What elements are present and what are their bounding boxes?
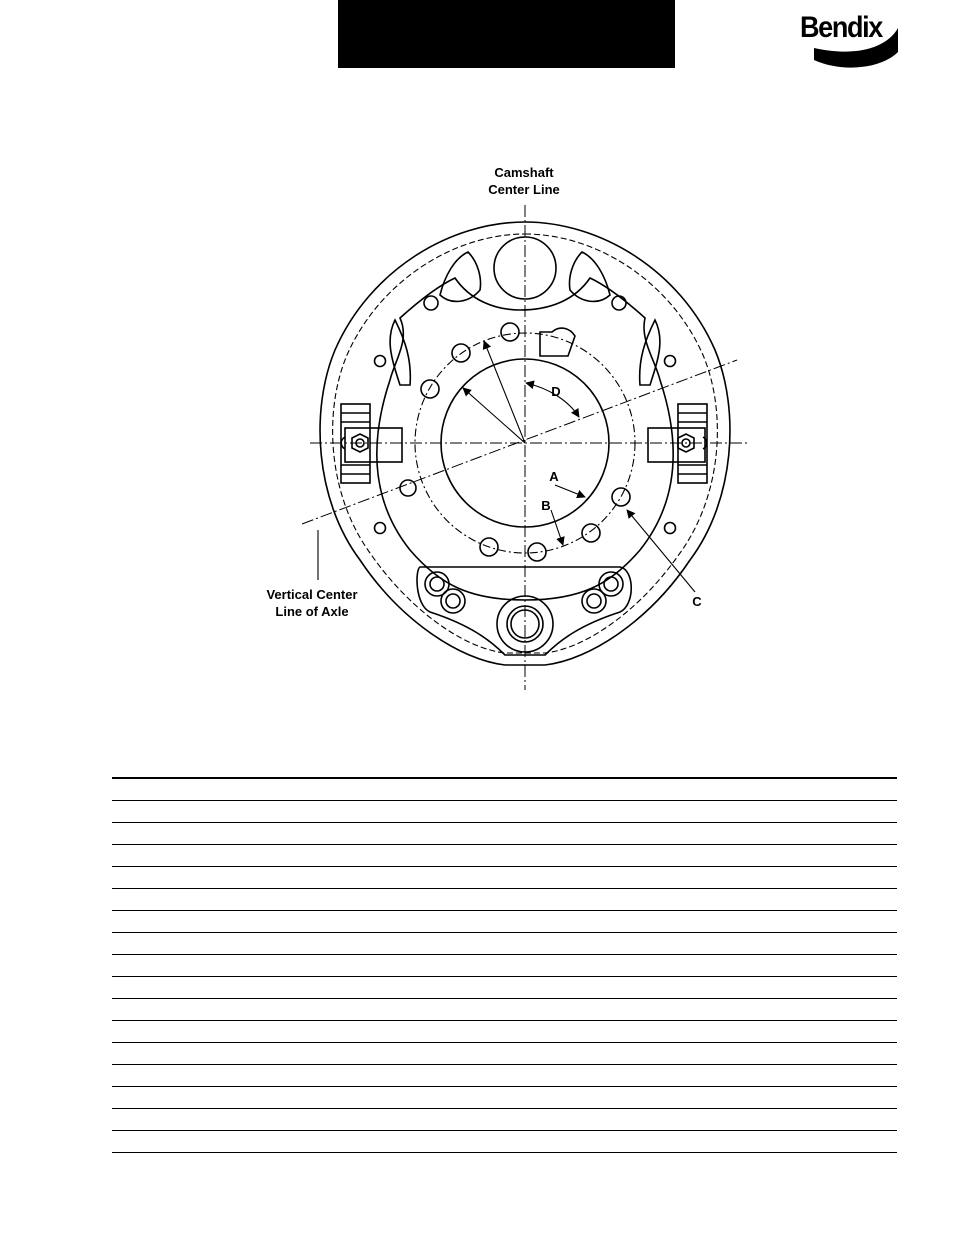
plate-hole [424,296,438,310]
axle-label-line2: Line of Axle [275,604,349,619]
table-row [112,977,897,999]
anchor-bolt-inner [587,594,601,608]
plate-hole [665,523,676,534]
anchor-pin-outer [497,596,553,652]
table-row [112,999,897,1021]
bolt-hole [400,480,416,496]
right-roller-block [648,428,705,462]
top-left-slot [440,252,481,301]
anchor-bolt-inner [430,577,444,591]
plate-hole [612,296,626,310]
table-row [112,911,897,933]
brake-spider-diagram [0,150,954,710]
radius-arrow-flange [463,388,525,443]
spec-table [112,777,897,1153]
table-row [112,867,897,889]
table-row [112,1109,897,1131]
label-d: D [551,384,561,399]
table-row [112,1021,897,1043]
table-row [112,801,897,823]
table-row [112,1065,897,1087]
bolt-hole [612,488,630,506]
anchor-bolt-outer [441,589,465,613]
label-a: A [549,469,559,484]
table-row [112,889,897,911]
table-row [112,1131,897,1153]
table-row [112,1043,897,1065]
title-bar [338,0,675,68]
table-row [112,823,897,845]
anchor-bolt-inner [446,594,460,608]
table-row [112,1087,897,1109]
leader-c [627,510,695,592]
bendix-logo [800,8,904,72]
camshaft-label-line1: Camshaft [494,165,554,180]
table-row [112,779,897,801]
anchor-bolt-outer [582,589,606,613]
label-b: B [541,498,551,513]
anchor-bolt-inner [604,577,618,591]
table-row [112,845,897,867]
bolt-hole [582,524,600,542]
label-c: C [692,594,702,609]
table-row [112,933,897,955]
left-roller-block [345,428,402,462]
radius-arrow-bolt-circle [484,341,525,443]
angle-b-arc [551,510,563,545]
bolt-hole [501,323,519,341]
logo-text: Bendix [800,11,882,44]
table-row [112,955,897,977]
plate-hole [375,356,386,367]
plate-hole [665,356,676,367]
bolt-hole [421,380,439,398]
axle-label-line1: Vertical Center [266,587,358,602]
plate-hole [375,523,386,534]
camshaft-label-line2: Center Line [488,182,560,197]
angle-a-arc [555,485,585,497]
